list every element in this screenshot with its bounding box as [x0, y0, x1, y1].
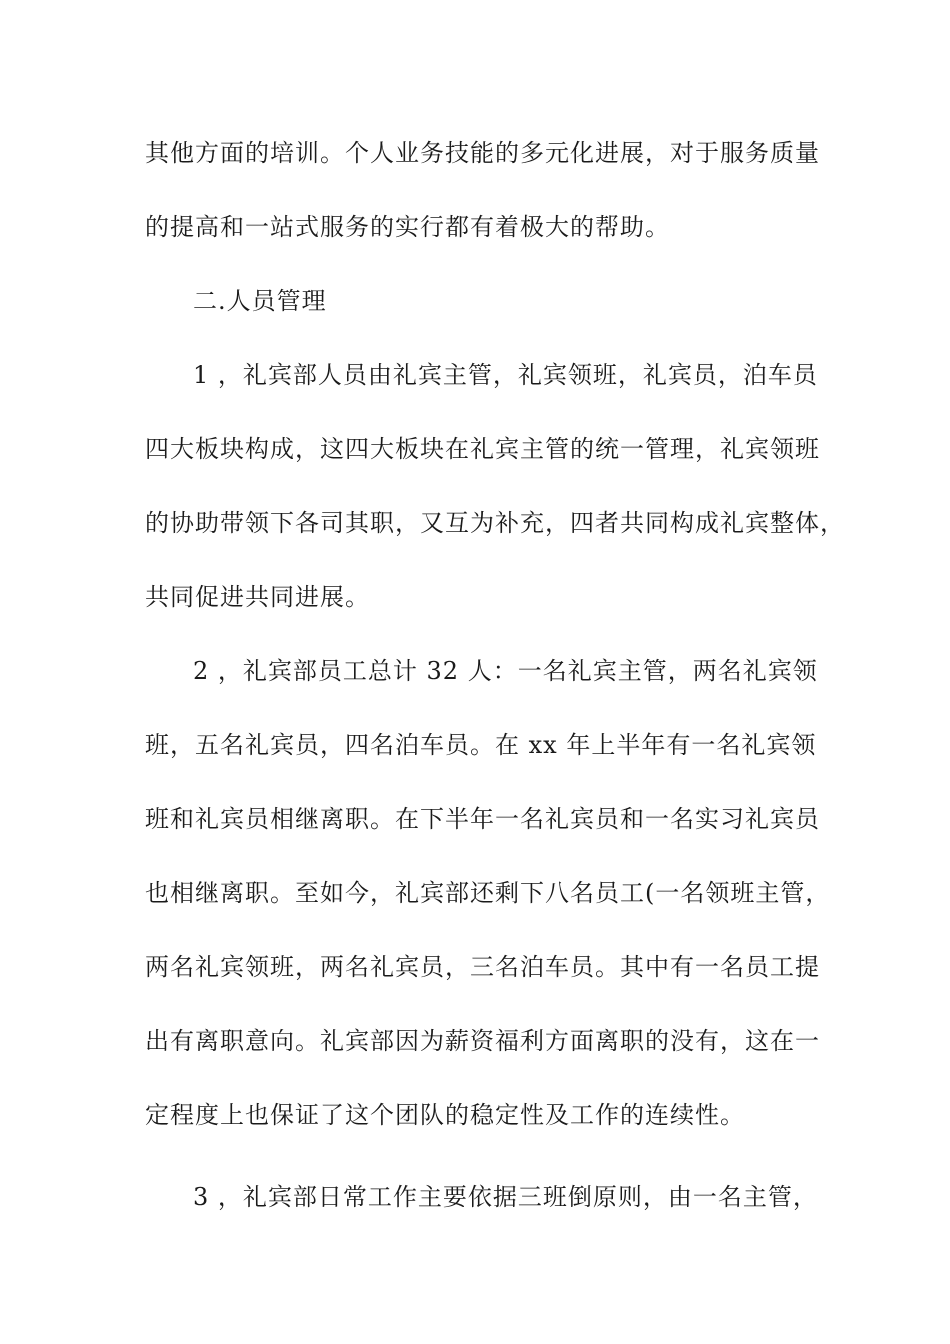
- section-heading: 二.人员管理: [193, 287, 327, 315]
- text-line: 的协助带领下各司其职，又互为补充，四者共同构成礼宾整体，: [145, 509, 845, 537]
- text-line: 出有离职意向。礼宾部因为薪资福利方面离职的没有，这在一: [145, 1027, 820, 1055]
- text-line: 共同促进共同进展。: [145, 583, 370, 611]
- text-line: 也相继离职。至如今，礼宾部还剩下八名员工(一名领班主管，: [145, 879, 831, 907]
- text-line: 1 ，礼宾部人员由礼宾主管，礼宾领班，礼宾员，泊车员: [193, 361, 818, 389]
- text-line: 班和礼宾员相继离职。在下半年一名礼宾员和一名实习礼宾员: [145, 805, 820, 833]
- text-line: 班，五名礼宾员，四名泊车员。在 xx 年上半年有一名礼宾领: [145, 731, 817, 759]
- text-line: 两名礼宾领班，两名礼宾员，三名泊车员。其中有一名员工提: [145, 953, 820, 981]
- text-line: 四大板块构成，这四大板块在礼宾主管的统一管理，礼宾领班: [145, 435, 820, 463]
- text-line: 其他方面的培训。个人业务技能的多元化进展，对于服务质量: [145, 139, 820, 167]
- text-line: 定程度上也保证了这个团队的稳定性及工作的连续性。: [145, 1101, 745, 1129]
- text-line: 2 ，礼宾部员工总计 32 人：一名礼宾主管，两名礼宾领: [193, 657, 818, 685]
- text-line: 3 ，礼宾部日常工作主要依据三班倒原则，由一名主管，: [193, 1183, 818, 1211]
- text-line: 的提高和一站式服务的实行都有着极大的帮助。: [145, 213, 670, 241]
